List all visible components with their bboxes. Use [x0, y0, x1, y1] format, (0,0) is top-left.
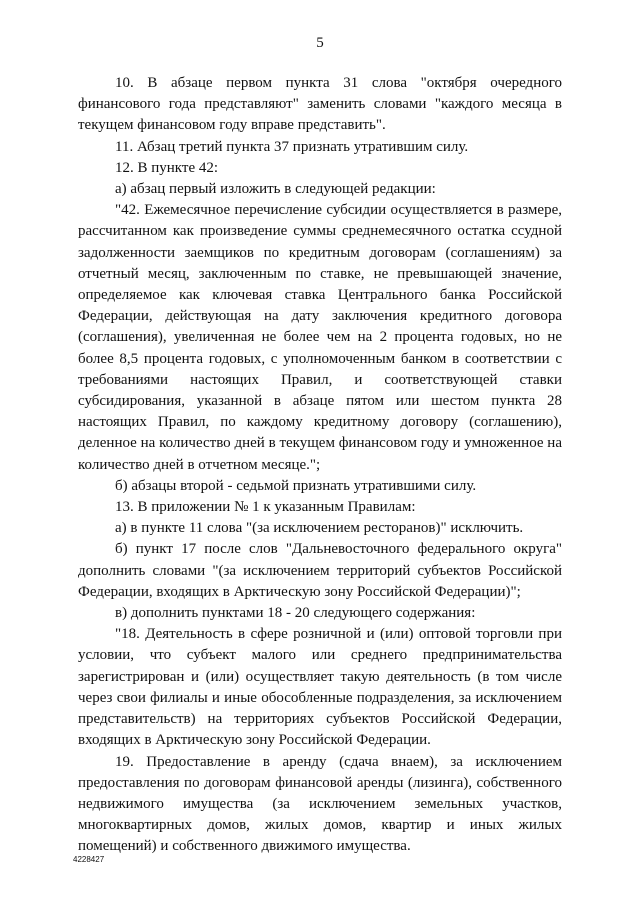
paragraph-42-text: "42. Ежемесячное перечисление субсидии осуществляется в размере, рассчитанном как произведение суммы среднемесячного остатка ссудной задолженности заемщиков по кредитным договорам (соглашениям) за отчетный месяц, заключенным по ставке, не превышающей значение, определяемое как ключевая ставка Центрального банка Российской Федерации, действующая на дату заключения кредитного договора (соглашения), увеличенная не более чем на 2 процента годовых, но не более 8,5 процента годовых, с уполномоченным банком в соответствии с требованиями настоящих Правил, и соответствующей ставки субсидирования, указанной в абзаце пятом или шестом пункта 28 настоящих Правил, по каждому кредитному договору (соглашению), деленное на количество дней в текущем финансовом году и умноженное на количество дней в отчетном месяце.";	[78, 202, 562, 473]
paragraph-13b: б) пункт 17 после слов "Дальневосточного федерального округа" дополнить словами "(за исключением территорий субъектов Российской Федерации, входящих в Арктическую зону Российской Федерации)";	[78, 541, 562, 600]
paragraph-12a: а) абзац первый изложить в следующей редакции:	[115, 181, 436, 198]
document-body	[78, 73, 562, 858]
paragraph-13a: а) в пункте 11 слова "(за исключением ресторанов)" исключить.	[115, 520, 524, 537]
page-number: 5	[316, 35, 324, 51]
paragraph-13v: в) дополнить пунктами 18 - 20 следующего содержания:	[115, 605, 476, 622]
paragraph-10: 10. В абзаце первом пункта 31 слова "октября очередного финансового года представляют" заменить словами "каждого месяца в текущем финансовом году вправе представить".	[78, 75, 562, 134]
document-code: 4228427	[73, 855, 105, 864]
paragraph-12b: б) абзацы второй - седьмой признать утратившими силу.	[115, 477, 477, 494]
paragraph-19-text: 19. Предоставление в аренду (сдача внаем), за исключением предоставления по договорам финансовой аренды (лизинга), собственного недвижимого имущества (за исключением земельных участков, многоквартирных домов, жилых домов, квартир и иных жилых помещений) и собственного движимого имущества.	[78, 753, 562, 855]
paragraph-12: 12. В пункте 42:	[115, 159, 219, 176]
paragraph-18-text: "18. Деятельность в сфере розничной и (или) оптовой торговли при условии, что субъект малого или среднего предпринимательства зарегистрирован и (или) осуществляет такую деятельность (в том числе через свои филиалы и иные обособленные подразделения, за исключением представительств) на территориях субъектов Российской Федерации, входящих в Арктическую зону Российской Федерации.	[78, 626, 562, 749]
paragraph-13: 13. В приложении № 1 к указанным Правилам:	[115, 499, 416, 516]
paragraph-11: 11. Абзац третий пункта 37 признать утратившим силу.	[115, 138, 469, 155]
